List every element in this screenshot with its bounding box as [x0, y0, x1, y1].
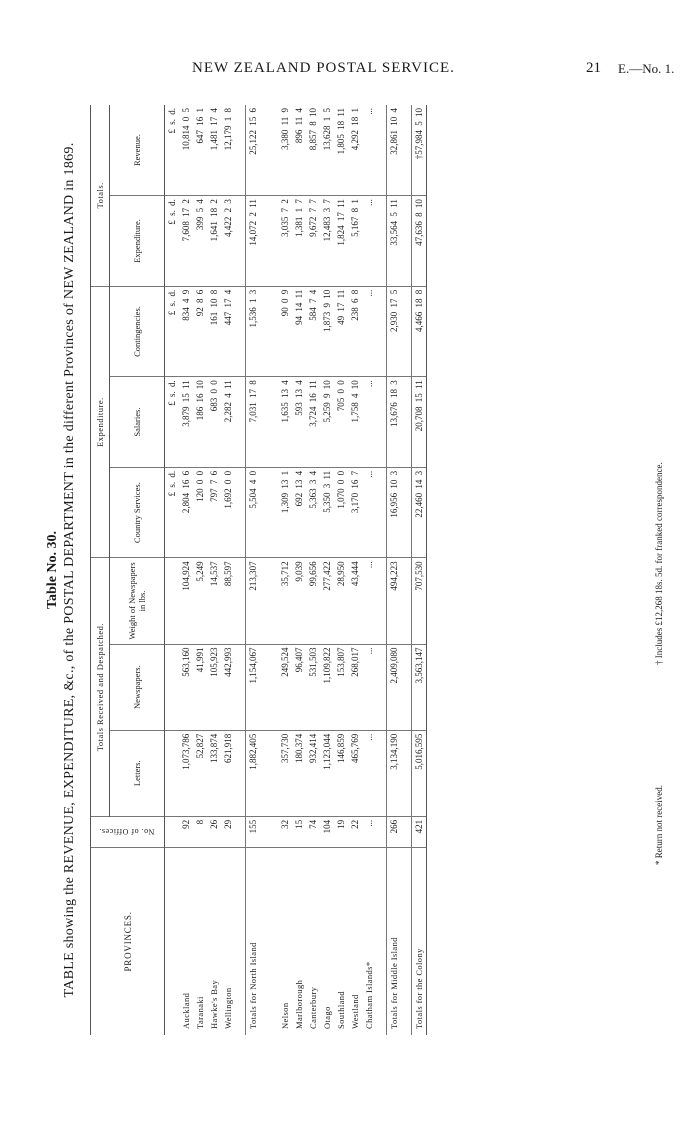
- newspapers-cell: 249,524: [278, 644, 292, 730]
- letters-cell: 1,123,044: [320, 730, 334, 816]
- salaries-cell: 593 13 4: [292, 377, 306, 468]
- expenditure-group-header: Expenditure.: [91, 286, 110, 558]
- revenue-cell: 13,628 1 5: [320, 105, 334, 196]
- newspapers-cell: 3,563,147: [412, 644, 427, 730]
- expenditure-cell: 12,483 3 7: [320, 196, 334, 287]
- running-head-title: NEW ZEALAND POSTAL SERVICE.: [192, 60, 455, 76]
- country-cell: 2,804 16 6: [179, 467, 193, 558]
- totals-group-header: Totals.: [91, 105, 110, 286]
- weight-cell: 99,656: [306, 558, 320, 644]
- table-row: [207, 105, 221, 1035]
- offices-cell: 32: [278, 816, 292, 847]
- country-cell: 692 13 4: [292, 467, 306, 558]
- contingencies-cell: 4,466 18 8: [412, 286, 427, 377]
- newspapers-cell: 1,154,067: [246, 644, 261, 730]
- letters-cell: 133,874: [207, 730, 221, 816]
- offices-cell: 74: [306, 816, 320, 847]
- newspapers-cell: 41,991: [193, 644, 207, 730]
- contingencies-cell: 584 7 4: [306, 286, 320, 377]
- units-expenditure: £ s. d.: [165, 196, 180, 287]
- offices-cell: 266: [387, 816, 402, 847]
- newspapers-cell: 1,109,822: [320, 644, 334, 730]
- offices-cell: 15: [292, 816, 306, 847]
- newspapers-cell: 531,503: [306, 644, 320, 730]
- units-revenue: £ s. d.: [165, 105, 180, 196]
- province-name: Canterbury: [308, 986, 318, 1029]
- expenditure-cell: 3,035 7 2: [278, 196, 292, 287]
- table-row: [221, 105, 235, 1035]
- expenditure-cell: 1,381 1 7: [292, 196, 306, 287]
- weight-cell: 14,537: [207, 558, 221, 644]
- colony-total-row: [412, 105, 427, 1035]
- contingencies-cell: 1,536 1 3: [246, 286, 261, 377]
- revenue-cell: 4,292 18 1: [348, 105, 362, 196]
- offices-cell: 19: [334, 816, 348, 847]
- weight-cell: 43,444: [348, 558, 362, 644]
- offices-cell: 26: [207, 816, 221, 847]
- total-label: Totals for the Colony: [412, 847, 427, 1035]
- salaries-cell: 705 0 0: [334, 377, 348, 468]
- north-island-total-row: [246, 105, 261, 1035]
- rotated-table-block: [40, 95, 695, 1045]
- country-cell: 5,350 3 11: [320, 467, 334, 558]
- units-country: £ s. d.: [165, 467, 180, 558]
- contingencies-cell: 90 0 9: [278, 286, 292, 377]
- expenditure-cell: 47,636 8 10: [412, 196, 427, 287]
- letters-cell: 1,882,405: [246, 730, 261, 816]
- revenue-cell: ...: [362, 105, 376, 196]
- letters-cell: 5,016,595: [412, 730, 427, 816]
- letters-cell: 52,827: [193, 730, 207, 816]
- page-number: 21: [586, 60, 601, 76]
- newspapers-cell: 105,923: [207, 644, 221, 730]
- expenditure-cell: 9,672 7 7: [306, 196, 320, 287]
- postal-statistics-table: [90, 105, 427, 1035]
- table-title: TABLE showing the REVENUE, EXPENDITURE, &c., of the POSTAL DEPARTMENT in the different Provinces of NEW ZEALAND in 1869.: [62, 142, 77, 998]
- weight-cell: ...: [362, 558, 376, 644]
- country-cell: 1,070 0 0: [334, 467, 348, 558]
- offices-cell: 8: [193, 816, 207, 847]
- revenue-header: Revenue.: [110, 105, 165, 196]
- country-cell: 16,956 10 3: [387, 467, 402, 558]
- expenditure-header: Expenditure.: [110, 196, 165, 287]
- contingencies-cell: 161 10 8: [207, 286, 221, 377]
- offices-cell: ...: [362, 816, 376, 847]
- country-cell: 5,363 3 4: [306, 467, 320, 558]
- revenue-cell: 32,861 10 4: [387, 105, 402, 196]
- units-salaries: £ s. d.: [165, 377, 180, 468]
- salaries-cell: 20,708 15 11: [412, 377, 427, 468]
- table-row: [334, 105, 348, 1035]
- revenue-cell: 12,179 1 8: [221, 105, 235, 196]
- contingencies-cell: 238 6 8: [348, 286, 362, 377]
- table-row: [193, 105, 207, 1035]
- revenue-cell: 1,805 18 11: [334, 105, 348, 196]
- weight-cell: 9,039: [292, 558, 306, 644]
- country-cell: 5,504 4 0: [246, 467, 261, 558]
- units-row: [165, 105, 180, 1035]
- table-row: [292, 105, 306, 1035]
- expenditure-cell: 7,608 17 2: [179, 196, 193, 287]
- table-row: [348, 105, 362, 1035]
- weight-cell: 5,249: [193, 558, 207, 644]
- country-cell: 22,460 14 3: [412, 467, 427, 558]
- contingencies-cell: 49 17 11: [334, 286, 348, 377]
- table-row: [362, 105, 376, 1035]
- letters-cell: ...: [362, 730, 376, 816]
- salaries-cell: 186 16 10: [193, 377, 207, 468]
- weight-cell: 213,307: [246, 558, 261, 644]
- province-name: Hawke's Bay: [209, 979, 219, 1029]
- province-name: Otago: [322, 1006, 332, 1029]
- newspapers-cell: 268,017: [348, 644, 362, 730]
- letters-header: Letters.: [110, 730, 165, 816]
- newspapers-cell: 2,409,080: [387, 644, 402, 730]
- salaries-cell: 2,282 4 11: [221, 377, 235, 468]
- expenditure-cell: 399 5 4: [193, 196, 207, 287]
- salaries-cell: 1,758 4 10: [348, 377, 362, 468]
- offices-cell: 104: [320, 816, 334, 847]
- country-services-header: Country Services.: [110, 467, 165, 558]
- total-label: Totals for Middle Island: [387, 847, 402, 1035]
- country-cell: 1,309 13 1: [278, 467, 292, 558]
- contingencies-cell: 834 4 9: [179, 286, 193, 377]
- weight-cell: 494,223: [387, 558, 402, 644]
- province-name: Nelson: [280, 1002, 290, 1029]
- revenue-cell: 647 16 1: [193, 105, 207, 196]
- received-group-header: Totals Received and Despatched.: [91, 558, 110, 816]
- country-cell: 797 7 6: [207, 467, 221, 558]
- newspapers-cell: 96,407: [292, 644, 306, 730]
- offices-cell: 155: [246, 816, 261, 847]
- weight-cell: 28,950: [334, 558, 348, 644]
- offices-cell: 421: [412, 816, 427, 847]
- salaries-cell: 3,724 16 11: [306, 377, 320, 468]
- salaries-cell: 683 0 0: [207, 377, 221, 468]
- salaries-cell: 3,879 15 11: [179, 377, 193, 468]
- expenditure-cell: 5,167 8 1: [348, 196, 362, 287]
- salaries-cell: 1,635 13 4: [278, 377, 292, 468]
- offices-cell: 29: [221, 816, 235, 847]
- contingencies-cell: ...: [362, 286, 376, 377]
- offices-cell: 22: [348, 816, 362, 847]
- total-label: Totals for North Island: [246, 847, 261, 1035]
- provinces-header: PROVINCES.: [91, 847, 165, 1035]
- province-name: Marlborough: [294, 979, 304, 1029]
- province-name: Taranaki: [195, 996, 205, 1029]
- revenue-cell: 10,814 0 5: [179, 105, 193, 196]
- revenue-cell: 1,481 17 4: [207, 105, 221, 196]
- letters-cell: 465,769: [348, 730, 362, 816]
- expenditure-cell: 33,564 5 11: [387, 196, 402, 287]
- footnote-star: * Return not received.: [654, 785, 664, 865]
- province-name: Auckland: [181, 992, 191, 1029]
- contingencies-cell: 1,873 9 10: [320, 286, 334, 377]
- weight-header: Weight of Newspapers in lbs.: [110, 558, 165, 644]
- expenditure-cell: 1,641 18 2: [207, 196, 221, 287]
- expenditure-cell: 4,422 2 3: [221, 196, 235, 287]
- weight-cell: 104,924: [179, 558, 193, 644]
- country-cell: 1,692 0 0: [221, 467, 235, 558]
- newspapers-cell: 442,993: [221, 644, 235, 730]
- revenue-cell: 896 11 4: [292, 105, 306, 196]
- table-row: [306, 105, 320, 1035]
- province-name: Westland: [350, 994, 360, 1029]
- table-number: Table No. 30.: [45, 530, 60, 610]
- newspapers-cell: 563,160: [179, 644, 193, 730]
- salaries-cell: 5,259 9 10: [320, 377, 334, 468]
- weight-cell: 277,422: [320, 558, 334, 644]
- middle-island-total-row: [387, 105, 402, 1035]
- table-row: [179, 105, 193, 1035]
- document-reference: E.—No. 1.: [618, 61, 675, 76]
- contingencies-cell: 447 17 4: [221, 286, 235, 377]
- province-name: Southland: [336, 990, 346, 1029]
- salaries-header: Salaries.: [110, 377, 165, 468]
- letters-cell: 146,859: [334, 730, 348, 816]
- letters-cell: 932,414: [306, 730, 320, 816]
- table-row: [278, 105, 292, 1035]
- contingencies-cell: 2,930 17 5: [387, 286, 402, 377]
- newspapers-cell: 153,807: [334, 644, 348, 730]
- revenue-cell: †57,984 5 10: [412, 105, 427, 196]
- expenditure-cell: ...: [362, 196, 376, 287]
- revenue-cell: 8,857 8 10: [306, 105, 320, 196]
- salaries-cell: 7,031 17 8: [246, 377, 261, 468]
- letters-cell: 621,918: [221, 730, 235, 816]
- revenue-cell: 3,380 11 9: [278, 105, 292, 196]
- weight-cell: 35,712: [278, 558, 292, 644]
- offices-cell: 92: [179, 816, 193, 847]
- country-cell: 3,170 16 7: [348, 467, 362, 558]
- expenditure-cell: 1,824 17 11: [334, 196, 348, 287]
- letters-cell: 3,134,190: [387, 730, 402, 816]
- salaries-cell: 13,676 18 3: [387, 377, 402, 468]
- province-name: Wellington: [223, 987, 233, 1029]
- country-cell: ...: [362, 467, 376, 558]
- newspapers-cell: ...: [362, 644, 376, 730]
- table-row: [320, 105, 334, 1035]
- country-cell: 120 0 0: [193, 467, 207, 558]
- revenue-cell: 25,122 15 6: [246, 105, 261, 196]
- expenditure-cell: 14,072 2 11: [246, 196, 261, 287]
- salaries-cell: ...: [362, 377, 376, 468]
- province-name: Chatham Islands*: [364, 961, 374, 1029]
- footnote-dagger: † Includes £12,268 18s. 5d. for franked correspondence.: [654, 462, 664, 665]
- newspapers-header: Newspapers.: [110, 644, 165, 730]
- weight-cell: 707,530: [412, 558, 427, 644]
- contingencies-cell: 94 14 11: [292, 286, 306, 377]
- letters-cell: 357,730: [278, 730, 292, 816]
- weight-cell: 88,597: [221, 558, 235, 644]
- contingencies-cell: 92 8 6: [193, 286, 207, 377]
- letters-cell: 1,073,786: [179, 730, 193, 816]
- units-contingencies: £ s. d.: [165, 286, 180, 377]
- letters-cell: 180,374: [292, 730, 306, 816]
- running-head: [0, 60, 700, 84]
- offices-header: No. of Offices.: [91, 816, 165, 847]
- contingencies-header: Contingencies.: [110, 286, 165, 377]
